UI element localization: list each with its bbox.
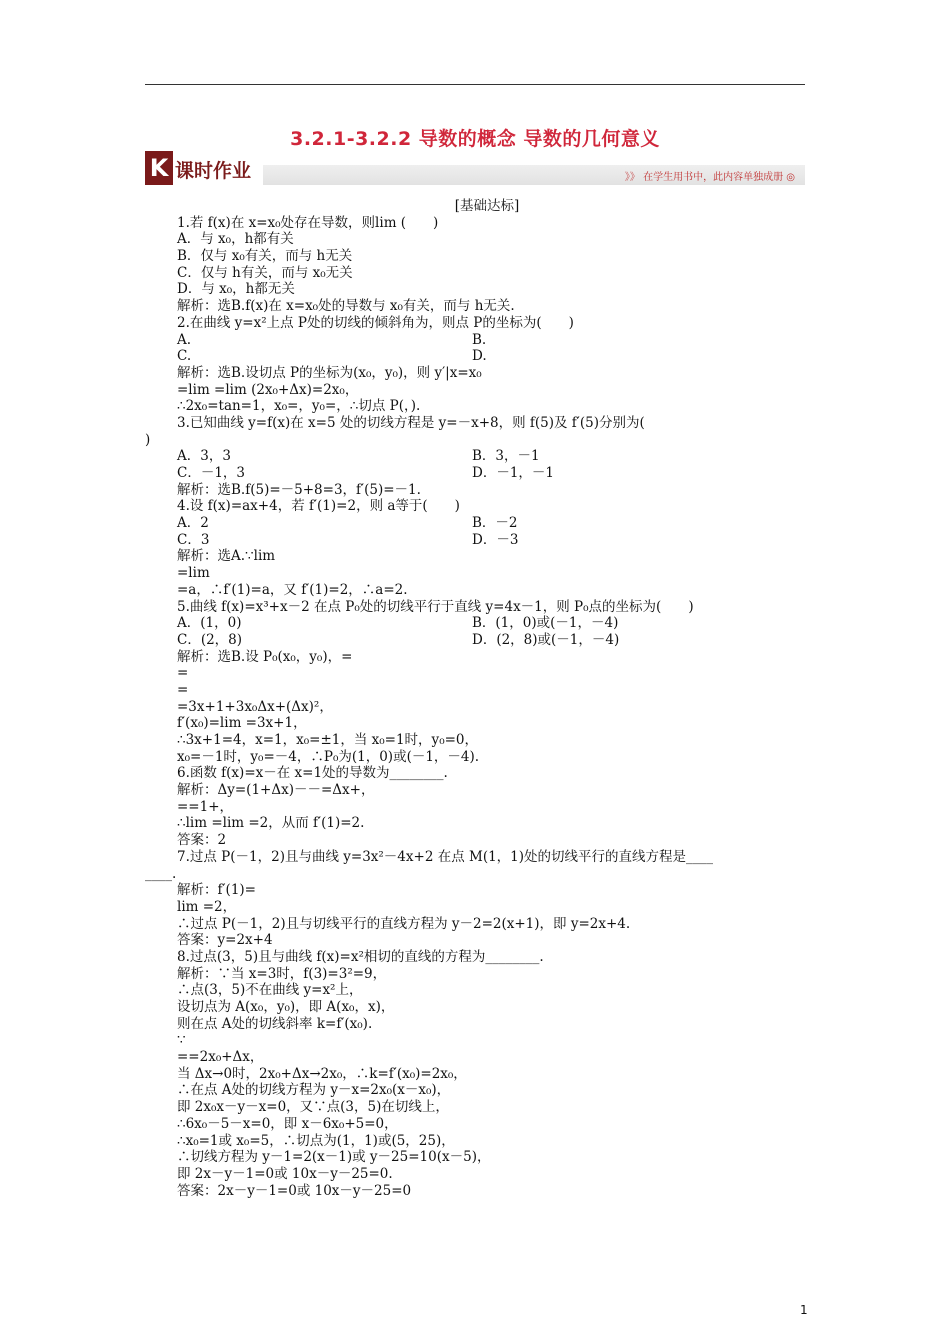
- lesson-banner: [145, 151, 805, 187]
- text-line: 2.在曲线 y=x²上点 P处的切线的倾斜角为，则点 P的坐标为( ): [177, 314, 574, 331]
- option-d: D.: [472, 348, 487, 365]
- page-number: 1: [800, 1303, 808, 1317]
- text-line: A．与 x₀，h都有关: [177, 231, 294, 248]
- text-line: f′(x₀)=lim =3x+1，: [177, 715, 307, 732]
- text-line: 解析：选B.f(x)在 x=x₀处的导数与 x₀有关，而与 h无关.: [177, 298, 515, 315]
- option-c: C．3: [177, 531, 210, 548]
- text-line: ∴6x₀－5－x=0，即 x－6x₀+5=0，: [177, 1115, 398, 1132]
- text-line: =: [177, 665, 189, 682]
- worksheet-content: [145, 198, 817, 1199]
- option-b: B．－2: [472, 515, 518, 532]
- text-line: 5.曲线 f(x)=x³+x－2 在点 P₀处的切线平行于直线 y=4x－1，则 P₀点的坐标为( ): [177, 598, 694, 615]
- option-row: [177, 532, 817, 549]
- text-line: ∴lim =lim =2，从而 f′(1)=2.: [177, 815, 365, 832]
- text-line: ∴x₀=1或 x₀=5，∴切点为(1，1)或(5，25)，: [177, 1132, 455, 1149]
- text-line: ∴点(3，5)不在曲线 y=x²上，: [177, 982, 363, 999]
- option-row: [177, 332, 817, 349]
- text-line: ∴3x+1=4，x=1，x₀=±1，当 x₀=1时，y₀=0，: [177, 732, 479, 748]
- text-line: 解析：Δy=(1+Δx)－－=Δx+，: [177, 782, 375, 799]
- k-logo-icon: K: [145, 151, 173, 185]
- text-line: =3x+1+3x₀Δx+(Δx)²，: [177, 698, 333, 715]
- text-line: B．仅与 x₀有关，而与 h无关: [177, 248, 353, 265]
- text-line: 则在点 A处的切线斜率 k=f′(x₀).: [177, 1015, 373, 1032]
- page-title: 3.2.1-3.2.2 导数的概念 导数的几何意义: [290, 128, 660, 150]
- option-row: [177, 632, 817, 649]
- text-line: 即 2x－y－1=0或 10x－y－25=0.: [177, 1165, 393, 1182]
- text-line: ): [145, 431, 151, 448]
- text-line: 即 2x₀x－y－x=0，又∵点(3，5)在切线上，: [177, 1099, 449, 1116]
- text-line: 解析：选B.设切点 P的坐标为(x₀，y₀)，则 y′|x=x₀: [177, 364, 482, 381]
- text-line: 解析：选B.设 P₀(x₀，y₀)，=: [177, 648, 353, 665]
- option-row: [177, 348, 817, 365]
- text-line: 解析：选B.f(5)=－5+8=3，f′(5)=－1.: [177, 481, 421, 498]
- text-line: ∴过点 P(－1，2)且与切线平行的直线方程为 y－2=2(x+1)，即 y=2x+4.: [177, 915, 631, 932]
- text-line: 8.过点(3，5)且与曲线 f(x)=x²相切的直线的方程为________.: [177, 948, 544, 965]
- option-d: D．－3: [472, 531, 519, 548]
- option-d: D．－1，－1: [472, 465, 555, 481]
- text-line: 解析：选A.∵lim: [177, 548, 276, 565]
- option-d: D．(2，8)或(－1，－4): [472, 631, 620, 648]
- option-b: B.: [472, 331, 487, 348]
- option-row: [177, 615, 817, 632]
- text-line: ∴切线方程为 y－1=2(x－1)或 y－25=10(x－5)，: [177, 1149, 491, 1166]
- option-row: [177, 515, 817, 532]
- banner-note: 》》 在学生用书中，此内容单独成册 ◎: [624, 172, 795, 183]
- text-line: ∴2x₀=tan=1，x₀=，y₀=，∴切点 P(，).: [177, 398, 421, 415]
- text-line: D．与 x₀，h都无关: [177, 281, 295, 298]
- text-line: ____.: [145, 865, 177, 882]
- option-a: A．2: [177, 515, 209, 532]
- text-line: ∴在点 A处的切线方程为 y－x=2x₀(x－x₀)，: [177, 1082, 451, 1099]
- text-line: C．仅与 h有关，而与 x₀无关: [177, 264, 353, 281]
- option-c: C．(2，8): [177, 631, 243, 648]
- text-line: x₀=－1时，y₀=－4，∴P₀为(1，0)或(－1，－4).: [177, 748, 480, 765]
- option-b: B．(1，0)或(－1，－4): [472, 615, 619, 632]
- option-a: A.: [177, 331, 192, 348]
- text-line: 解析：∵当 x=3时，f(3)=3²=9，: [177, 965, 387, 982]
- text-line: =a，∴f′(1)=a，又 f′(1)=2，∴a=2.: [177, 581, 408, 598]
- text-line: 解析：f′(1)=: [177, 882, 256, 899]
- option-c: C.: [177, 348, 192, 365]
- text-line: 答案：2: [177, 832, 227, 849]
- text-line: =lim: [177, 565, 210, 582]
- option-c: C．－1，3: [177, 465, 246, 481]
- text-line: 答案：2x－y－1=0或 10x－y－25=0: [177, 1182, 412, 1199]
- text-line: 7.过点 P(－1，2)且与曲线 y=3x²－4x+2 在点 M(1，1)处的切线平行的直线方程是____: [177, 848, 714, 865]
- text-line: 当 Δx→0时，2x₀+Δx→2x₀，∴k=f′(x₀)=2x₀，: [177, 1065, 467, 1082]
- top-rule: [145, 84, 805, 85]
- text-line: lim =2，: [177, 898, 237, 915]
- text-line: =lim =lim (2x₀+Δx)=2x₀，: [177, 381, 359, 398]
- option-a: A．(1，0): [177, 615, 242, 632]
- text-line: =: [177, 681, 189, 698]
- option-b: B．3，－1: [472, 448, 540, 465]
- text-line: 6.函数 f(x)=x－在 x=1处的导数为________.: [177, 765, 448, 782]
- option-a: A．3，3: [177, 448, 231, 465]
- option-row: [177, 448, 817, 465]
- text-line: 1.若 f(x)在 x=x₀处存在导数，则lim ( ): [177, 214, 439, 231]
- text-line: ==1+，: [177, 798, 234, 815]
- text-line: 设切点为 A(x₀，y₀)，即 A(x₀，x)，: [177, 999, 395, 1015]
- banner-label: 课时作业: [175, 160, 252, 182]
- text-line: 答案：y=2x+4: [177, 932, 273, 949]
- option-row: [177, 465, 817, 482]
- text-line: 4.设 f(x)=ax+4，若 f′(1)=2，则 a等于( ): [177, 498, 460, 515]
- section-heading: [基础达标]: [454, 198, 520, 214]
- text-line: ∵: [177, 1032, 186, 1049]
- text-line: ==2x₀+Δx，: [177, 1049, 264, 1066]
- text-line: 3.已知曲线 y=f(x)在 x=5 处的切线方程是 y=－x+8，则 f(5)及 f′(5)分别为(: [177, 414, 645, 431]
